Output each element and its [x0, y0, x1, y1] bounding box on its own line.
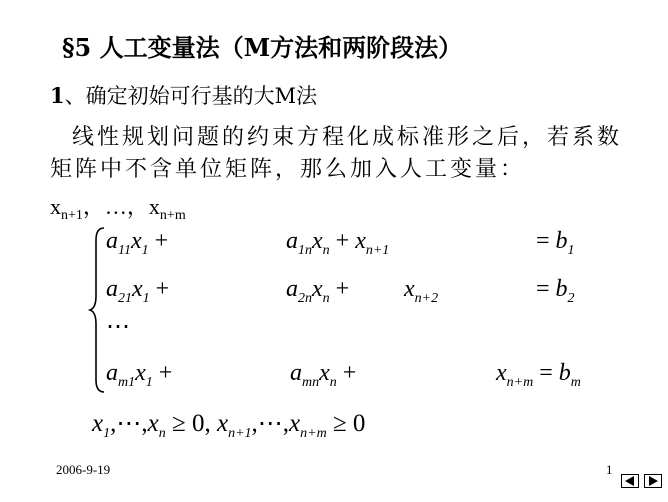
equation-row-2-term-3: $x_{n+2}$: [404, 276, 439, 306]
slide-title: §5 人工变量法（M方法和两阶段法）: [62, 33, 463, 62]
previous-slide-button[interactable]: [621, 474, 639, 488]
left-brace: [88, 226, 106, 394]
equation-row-4-term-1: $a_{m1}x_1$ +: [106, 360, 173, 390]
equation-row-4-term-3: $x_{n+m} = b_m$: [496, 360, 581, 390]
next-slide-button[interactable]: [644, 474, 662, 488]
equation-row-4-term-2: $a_{mn}x_n$ +: [290, 360, 357, 390]
page-number: 1: [606, 462, 613, 477]
equation-row-2-term-2: $a_{2n}x_n$ +: [286, 276, 350, 306]
section-heading-text: 、确定初始可行基的大M法: [64, 84, 318, 108]
body-paragraph: [50, 122, 640, 186]
nonnegativity-constraint: $x_1,\cdots,x_n \ge 0$, $x_{n+1},\cdots,x_{n+m} \ge 0$: [92, 410, 366, 441]
var-sub: n+m: [159, 208, 186, 223]
var-sep: ，…，: [82, 194, 149, 219]
equation-row-1-term-1: $a_{11}x_1$ +: [106, 228, 169, 258]
equation-row-1-rhs: = $b_1$: [536, 228, 575, 258]
section-number: 1: [50, 83, 65, 108]
triangle-right-icon: [645, 475, 661, 487]
var-sub: n+1: [61, 208, 83, 223]
footer-date: 2006-9-19: [56, 462, 111, 477]
var-x: x: [148, 194, 160, 219]
equation-row-ellipsis: ⋯: [106, 314, 130, 340]
equation-row-1-term-2: $a_{1n}x_n + x_{n+1}$: [286, 228, 390, 258]
section-heading: [50, 80, 317, 110]
equation-row-2-rhs: = $b_2$: [536, 276, 575, 306]
triangle-left-icon: [622, 475, 638, 487]
body-paragraph-text: 线性规划问题的约束方程化成标准形之后，若系数矩阵中不含单位矩阵，那么加入人工变量：: [50, 125, 623, 182]
var-x: x: [50, 194, 61, 219]
equation-row-2-term-1: $a_{21}x_1$ +: [106, 276, 170, 306]
artificial-variables: [50, 190, 186, 224]
